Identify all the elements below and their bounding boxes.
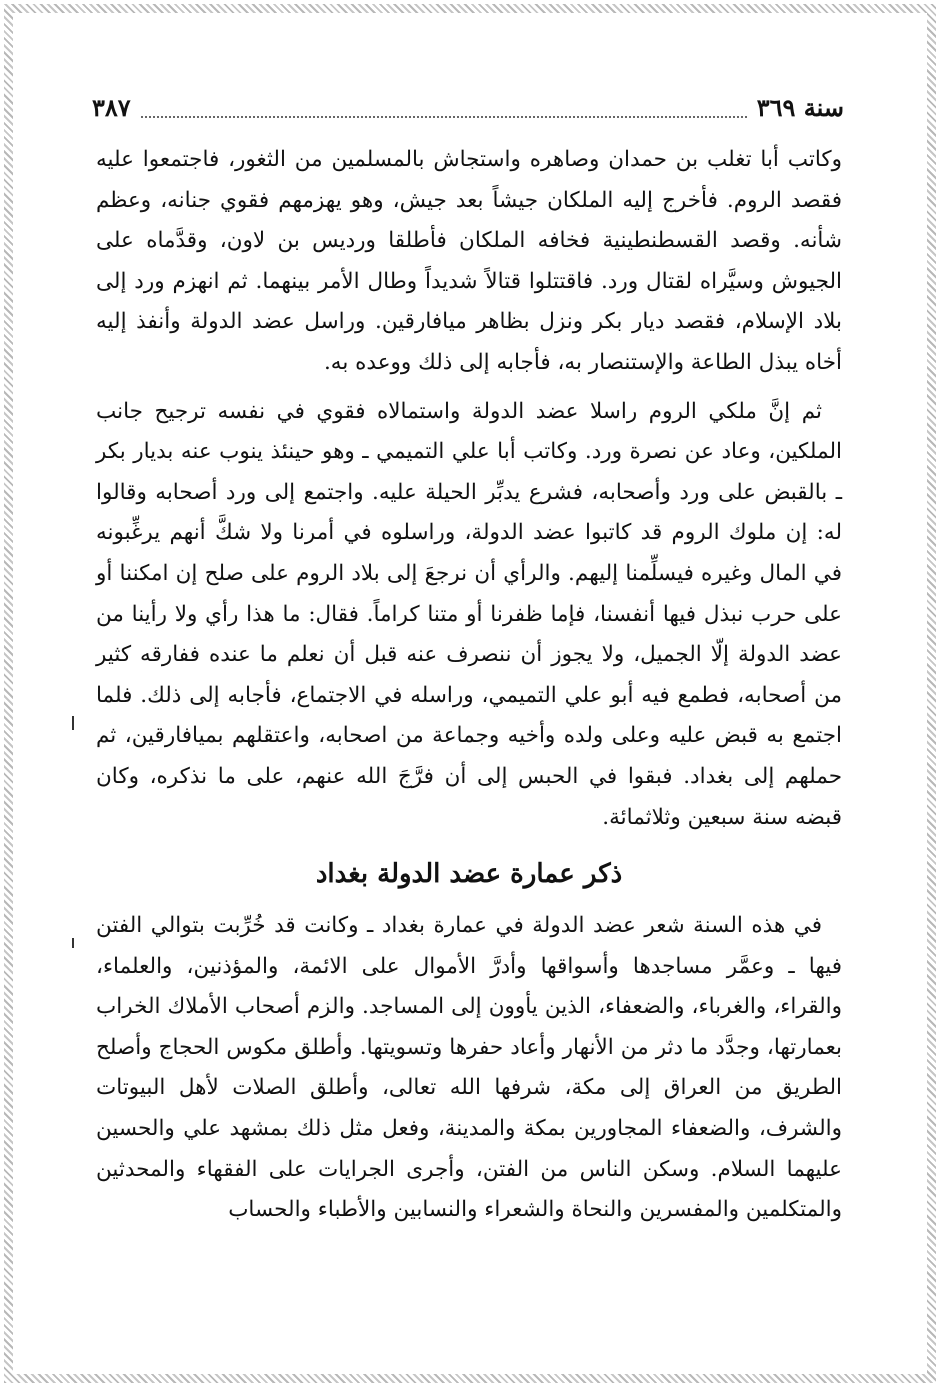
section-paragraph bbox=[96, 906, 842, 1231]
page-body bbox=[96, 140, 842, 1231]
paragraph-1: وكاتب أبا تغلب بن حمدان وصاهره واستجاش بالمسلمين من الثغور، فاجتمعوا عليه فقصد الروم. فأخرج إليه الملكان جيشاً بعد جيش، وهو يهزمهم فقوي جنانه، وعظم شأنه. وقصد القسطنطينية فخافه الملكان فأطلقا ورديس بن لاون، وقدَّماه على الجيوش وسيَّراه لقتال ورد. فاقتتلوا قتالاً شديداً وطال الأمر بينهما. ثم انهزم ورد إلى بلاد الإسلام، فقصد ديار بكر ونزل بظاهر ميافارقين. وراسل عضد الدولة وأنفذ إليه أخاه يبذل الطاعة والإستنصار به، فأجابه إلى ذلك ووعده به. bbox=[96, 147, 842, 375]
paragraph-2 bbox=[96, 392, 842, 839]
margin-mark bbox=[72, 938, 74, 948]
margin-mark bbox=[72, 716, 74, 730]
header-dotted-rule bbox=[141, 116, 747, 118]
paragraph-2-text: ثم إنَّ ملكي الروم راسلا عضد الدولة واستمالاه فقوي في نفسه ترجيح جانب الملكين، وعاد عن نصرة ورد. وكاتب أبا علي التميمي ـ وهو حينئذ ينوب عنه بديار بكر ـ بالقبض على ورد وأصحابه، فشرع يدبِّر الحيلة عليه. واجتمع إلى ورد أصحابه وقالوا له: إن ملوك الروم قد كاتبوا عضد الدولة، وراسلوه في أمرنا ولا شكَّ أنهم يرغِّبونه في المال وغيره فيسلِّمنا إليهم. والرأي أن نرجعَ إلى بلاد الروم على صلح إن امكننا أو على حرب نبذل فيها أنفسنا، فإما ظفرنا أو متنا كراماً. فقال: ما هذا رأي ولا رأينا من عضد الدولة إلّا الجميل، ولا يجوز أن ننصرف عنه قبل أن نعلم ما عنده ففارقه كثير من أصحابه، فطمع فيه أبو علي التميمي، وراسله في الاجتماع، فأجابه إلى ذلك. فلما اجتمع به قبض عليه وعلى ولده وأخيه وجماعة من اصحابه، واعتقلهم بميافارقين، ثم حملهم إلى بغداد. فبقوا في الحبس إلى أن فرَّجَ الله عنهم، على ما نذكره، وكان قبضه سنة سبعين وثلاثمائة. bbox=[96, 398, 842, 830]
page-header bbox=[92, 90, 844, 124]
section-heading: ذكر عمارة عضد الدولة بغداد bbox=[315, 859, 623, 890]
page-number: ٣٨٧ bbox=[92, 92, 131, 122]
section-paragraph-text: في هذه السنة شعر عضد الدولة في عمارة بغداد ـ وكانت قد خُرِّبت بتوالي الفتن فيها ـ وعمَّر مساجدها وأسواقها وأدرَّ الأموال على الائمة، والمؤذنين، والعلماء، والقراء، والغرباء، والضعفاء، الذين يأوون إلى المساجد. والزم أصحاب الأملاك الخراب بعمارتها، وجدَّد ما دثر من الأنهار وأعاد حفرها وتسويتها. وأطلق مكوس الحجاج وأصلح الطريق من العراق إلى مكة، شرفها الله تعالى، وأطلق الصلات لأهل البيوتات والشرف، والضعفاء المجاورين بمكة والمدينة، وفعل مثل ذلك بمشهد علي والحسين عليهما السلام. وسكن الناس من الفتن، وأجرى الجرايات على الفقهاء والمحدثين والمتكلمين والمفسرين والنحاة والشعراء والنسابين والأطباء والحساب bbox=[96, 913, 842, 1223]
running-title: سنة ٣٦٩ bbox=[756, 92, 844, 122]
